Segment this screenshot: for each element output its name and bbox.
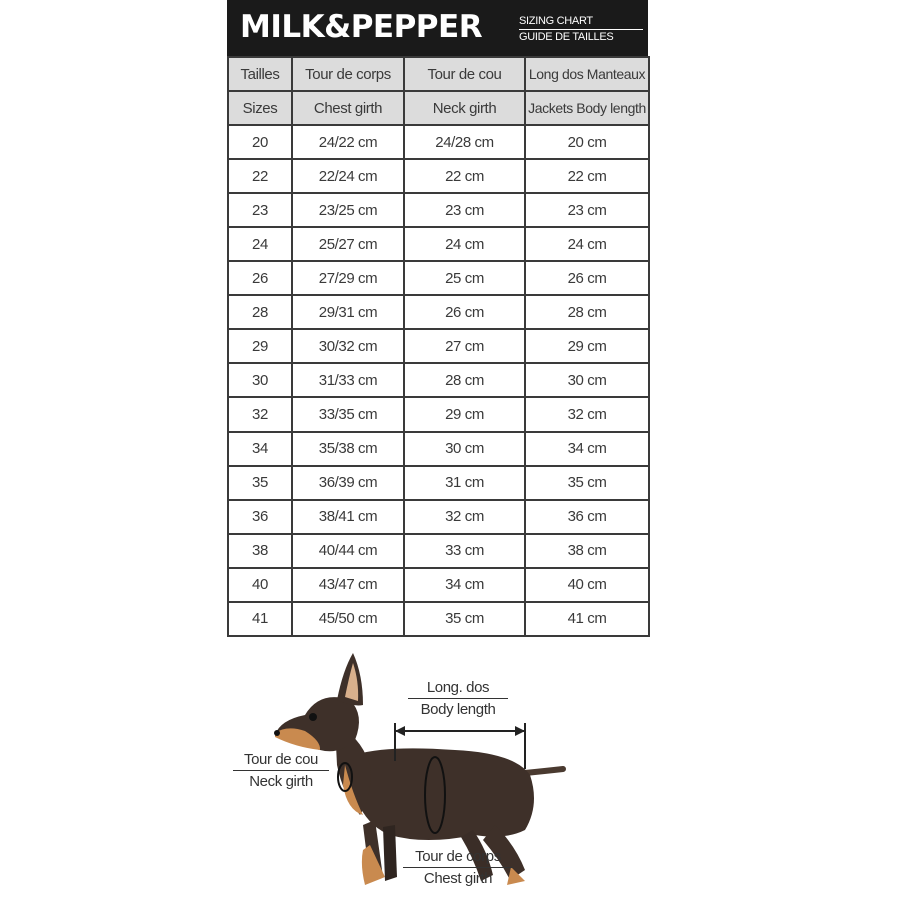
table-cell: 30/32 cm (292, 329, 404, 363)
table-row (228, 261, 649, 295)
table-cell: 35 (228, 466, 292, 500)
neck-label-en: Neck girth (249, 773, 313, 790)
table-cell: 28 cm (525, 295, 649, 329)
table-row (228, 534, 649, 568)
table-cell: 32 cm (404, 500, 525, 534)
table-cell: 23/25 cm (292, 193, 404, 227)
table-cell: 20 (228, 125, 292, 159)
table-cell: 36 (228, 500, 292, 534)
header-text: Long dos Manteaux (528, 66, 646, 83)
table-cell: 34 (228, 432, 292, 466)
chart-subtitle-fr: GUIDE DE TAILLES (519, 31, 614, 43)
table-cell: 29 cm (525, 329, 649, 363)
table-cell: 35/38 cm (292, 432, 404, 466)
back-label-fr: Long. dos (408, 679, 508, 699)
table-cell: 36/39 cm (292, 466, 404, 500)
table-cell: 31/33 cm (292, 363, 404, 397)
table-cell: 30 cm (525, 363, 649, 397)
table-cell: 27/29 cm (292, 261, 404, 295)
table-cell: 31 cm (404, 466, 525, 500)
table-row (228, 432, 649, 466)
table-cell: 30 (228, 363, 292, 397)
header-row-en (228, 91, 649, 125)
header-cell: Neck girth (404, 91, 525, 125)
brand-banner (227, 0, 648, 56)
header-cell: Chest girth (292, 91, 404, 125)
table-cell: 41 (228, 602, 292, 636)
table-cell: 25 cm (404, 261, 525, 295)
table-cell: 24/22 cm (292, 125, 404, 159)
table-cell: 40 (228, 568, 292, 602)
table-cell: 22/24 cm (292, 159, 404, 193)
table-row (228, 125, 649, 159)
table-cell: 34 cm (404, 568, 525, 602)
neck-girth-label (233, 751, 329, 790)
table-row (228, 329, 649, 363)
table-row (228, 500, 649, 534)
chest-girth-label (403, 848, 513, 887)
table-cell: 29 (228, 329, 292, 363)
table-cell: 24 cm (525, 227, 649, 261)
sizing-chart (227, 0, 648, 637)
table-cell: 33/35 cm (292, 397, 404, 431)
header-cell: Tailles (228, 57, 292, 91)
table-cell: 38/41 cm (292, 500, 404, 534)
table-cell: 35 cm (404, 602, 525, 636)
table-cell: 20 cm (525, 125, 649, 159)
header-cell: Tour de corps (292, 57, 404, 91)
chest-label-en: Chest girth (423, 870, 493, 887)
header-cell: Sizes (228, 91, 292, 125)
table-row (228, 568, 649, 602)
table-row (228, 295, 649, 329)
table-cell: 34 cm (525, 432, 649, 466)
table-cell: 43/47 cm (292, 568, 404, 602)
back-label-en: Body length (420, 701, 496, 718)
header-cell (525, 91, 649, 125)
table-cell: 32 (228, 397, 292, 431)
size-table (227, 56, 650, 637)
table-cell: 45/50 cm (292, 602, 404, 636)
table-cell: 29/31 cm (292, 295, 404, 329)
brand-logo: MILK&PEPPER (240, 9, 483, 45)
table-cell: 32 cm (525, 397, 649, 431)
table-cell: 26 (228, 261, 292, 295)
table-cell: 40/44 cm (292, 534, 404, 568)
header-text: Jackets Body length (528, 100, 646, 117)
header-row-fr (228, 57, 649, 91)
table-cell: 26 cm (525, 261, 649, 295)
table-cell: 36 cm (525, 500, 649, 534)
header-cell (525, 57, 649, 91)
table-cell: 24 (228, 227, 292, 261)
table-cell: 23 (228, 193, 292, 227)
table-row (228, 602, 649, 636)
table-row (228, 363, 649, 397)
table-cell: 28 cm (404, 363, 525, 397)
chart-subtitle-en: SIZING CHART (519, 15, 643, 30)
dog-measurement-diagram (225, 645, 585, 895)
table-cell: 40 cm (525, 568, 649, 602)
table-cell: 38 (228, 534, 292, 568)
table-cell: 41 cm (525, 602, 649, 636)
table-cell: 35 cm (525, 466, 649, 500)
table-cell: 23 cm (404, 193, 525, 227)
table-cell: 28 (228, 295, 292, 329)
table-cell: 33 cm (404, 534, 525, 568)
table-row (228, 397, 649, 431)
table-row (228, 159, 649, 193)
table-cell: 26 cm (404, 295, 525, 329)
table-cell: 22 cm (404, 159, 525, 193)
back-length-label (408, 679, 508, 718)
table-cell: 38 cm (525, 534, 649, 568)
table-row (228, 227, 649, 261)
table-cell: 23 cm (525, 193, 649, 227)
table-row (228, 466, 649, 500)
table-cell: 22 (228, 159, 292, 193)
table-cell: 25/27 cm (292, 227, 404, 261)
chest-label-fr: Tour de corps (403, 848, 513, 868)
neck-label-fr: Tour de cou (233, 751, 329, 771)
table-cell: 27 cm (404, 329, 525, 363)
table-cell: 29 cm (404, 397, 525, 431)
table-cell: 30 cm (404, 432, 525, 466)
table-cell: 22 cm (525, 159, 649, 193)
table-cell: 24/28 cm (404, 125, 525, 159)
table-cell: 24 cm (404, 227, 525, 261)
table-row (228, 193, 649, 227)
header-cell: Tour de cou (404, 57, 525, 91)
